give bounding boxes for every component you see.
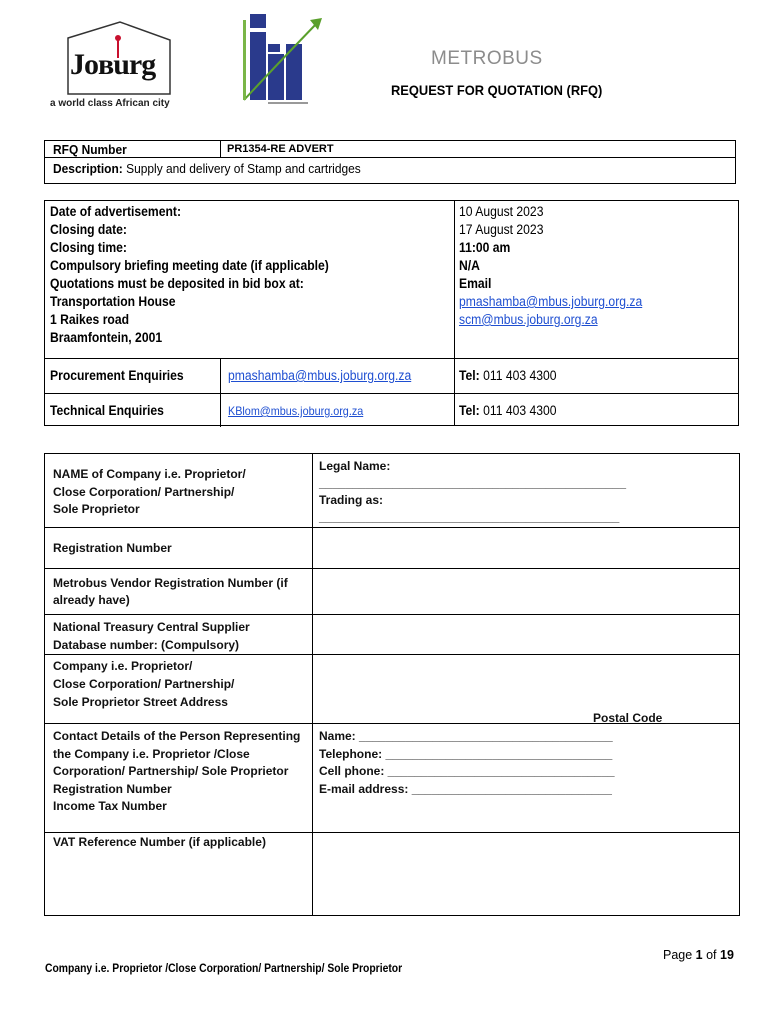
contact-label-1: Contact Details of the Person Representing xyxy=(53,729,301,743)
company-name-label-3: Sole Proprietor xyxy=(53,502,140,516)
legal-name-line[interactable]: ______________________________________________ xyxy=(319,476,626,490)
closing-date-label: Closing date: xyxy=(50,222,127,237)
enquiries-column-divider xyxy=(220,358,221,427)
dates-row-divider xyxy=(45,358,738,359)
deposit-value: Email xyxy=(459,276,492,291)
procurement-enquiries-label: Procurement Enquiries xyxy=(50,368,184,383)
procurement-tel-value: 011 403 4300 xyxy=(479,368,557,383)
briefing-value: N/A xyxy=(459,258,480,273)
rfq-number-label: RFQ Number xyxy=(53,142,127,157)
company-name-label-1: NAME of Company i.e. Proprietor/ xyxy=(53,467,246,481)
street-address-label-2: Close Corporation/ Partnership/ xyxy=(53,677,235,691)
address-line-2: 1 Raikes road xyxy=(50,312,130,327)
address-line-3: Braamfontein, 2001 xyxy=(50,330,163,345)
footer-text: Company i.e. Proprietor /Close Corporation/ Partnership/ Sole Proprietor xyxy=(45,963,403,975)
contact-name-field[interactable]: Name: ______________________________________ xyxy=(319,729,613,743)
doc-title: REQUEST FOR QUOTATION (RFQ) xyxy=(391,82,603,98)
closing-time-label: Closing time: xyxy=(50,240,127,255)
rfq-number-value: PR1354-RE ADVERT xyxy=(227,143,334,155)
procurement-email-link[interactable]: pmashamba@mbus.joburg.org.za xyxy=(228,368,412,383)
page-number xyxy=(663,948,734,962)
advert-date-value: 10 August 2023 xyxy=(459,204,544,219)
vendor-registration-label-2: already have) xyxy=(53,593,130,607)
company-name-label-2: Close Corporation/ Partnership/ xyxy=(53,485,235,499)
joburg-logo xyxy=(50,18,190,113)
street-address-label-3: Sole Proprietor Street Address xyxy=(53,695,228,709)
trading-as-line[interactable]: _____________________________________________ xyxy=(319,510,620,524)
briefing-label: Compulsory briefing meeting date (if applicable) xyxy=(50,258,329,273)
metrobus-logo xyxy=(238,14,328,109)
procurement-tel-label: Tel: xyxy=(459,368,480,383)
email-link-2[interactable]: scm@mbus.joburg.org.za xyxy=(459,312,598,327)
page-current: 1 xyxy=(695,948,703,962)
dates-table xyxy=(44,200,739,426)
income-tax-label: Income Tax Number xyxy=(53,799,167,813)
row-divider xyxy=(45,527,739,528)
contact-cell-field[interactable]: Cell phone: __________________________________ xyxy=(319,764,615,778)
technical-enquiries-label: Technical Enquiries xyxy=(50,403,164,418)
metrobus-logo-mark xyxy=(238,14,328,109)
procurement-tel xyxy=(459,367,557,385)
advert-date-label: Date of advertisement: xyxy=(50,204,181,219)
description-value: Supply and delivery of Stamp and cartridges xyxy=(122,161,361,176)
page-total: 19 xyxy=(720,948,734,962)
rfq-divider xyxy=(220,141,221,158)
trading-as-label: Trading as: xyxy=(319,493,384,507)
contact-email-field[interactable]: E-mail address: ______________________________ xyxy=(319,782,612,796)
contact-label-3: Corporation/ Partnership/ Sole Proprietor xyxy=(53,764,289,778)
row-divider xyxy=(45,654,739,655)
technical-tel-value: 011 403 4300 xyxy=(479,403,557,418)
company-column-divider xyxy=(312,454,313,915)
treasury-label-2: Database number: (Compulsory) xyxy=(53,638,240,652)
rfq-number-row xyxy=(45,141,735,158)
contact-label-4: Registration Number xyxy=(53,782,172,796)
technical-tel xyxy=(459,402,557,420)
contact-label-2: the Company i.e. Proprietor /Close xyxy=(53,747,250,761)
registration-number-label: Registration Number xyxy=(53,541,172,555)
joburg-logo-text: Joʙurg xyxy=(70,48,156,81)
deposit-label: Quotations must be deposited in bid box at: xyxy=(50,276,304,291)
row-divider xyxy=(45,568,739,569)
joburg-tagline: a world class African city xyxy=(50,98,170,109)
rfq-box xyxy=(44,140,736,184)
postal-code-field[interactable]: Postal Code __________ xyxy=(593,711,733,725)
vat-number-label: VAT Reference Number (if applicable) xyxy=(53,835,266,849)
closing-date-value: 17 August 2023 xyxy=(459,222,544,237)
org-title: METROBUS xyxy=(431,48,543,69)
vendor-registration-label-1: Metrobus Vendor Registration Number (if xyxy=(53,576,288,590)
dates-column-divider xyxy=(454,201,455,425)
address-line-1: Transportation House xyxy=(50,294,176,309)
row-divider xyxy=(45,614,739,615)
rfq-description xyxy=(53,161,361,176)
legal-name-label: Legal Name: xyxy=(319,459,391,473)
page-of: of xyxy=(702,948,720,962)
company-details-table xyxy=(44,453,740,916)
dates-row-divider xyxy=(45,393,738,394)
description-label: Description: xyxy=(53,161,123,176)
email-link-1[interactable]: pmashamba@mbus.joburg.org.za xyxy=(459,294,643,309)
treasury-label-1: National Treasury Central Supplier xyxy=(53,620,250,634)
technical-email-link[interactable]: KBlom@mbus.joburg.org.za xyxy=(228,404,364,418)
page-prefix: Page xyxy=(663,948,696,962)
contact-telephone-field[interactable]: Telephone: __________________________________ xyxy=(319,747,613,761)
street-address-label-1: Company i.e. Proprietor/ xyxy=(53,659,193,673)
technical-tel-label: Tel: xyxy=(459,403,480,418)
closing-time-value: 11:00 am xyxy=(459,240,511,255)
